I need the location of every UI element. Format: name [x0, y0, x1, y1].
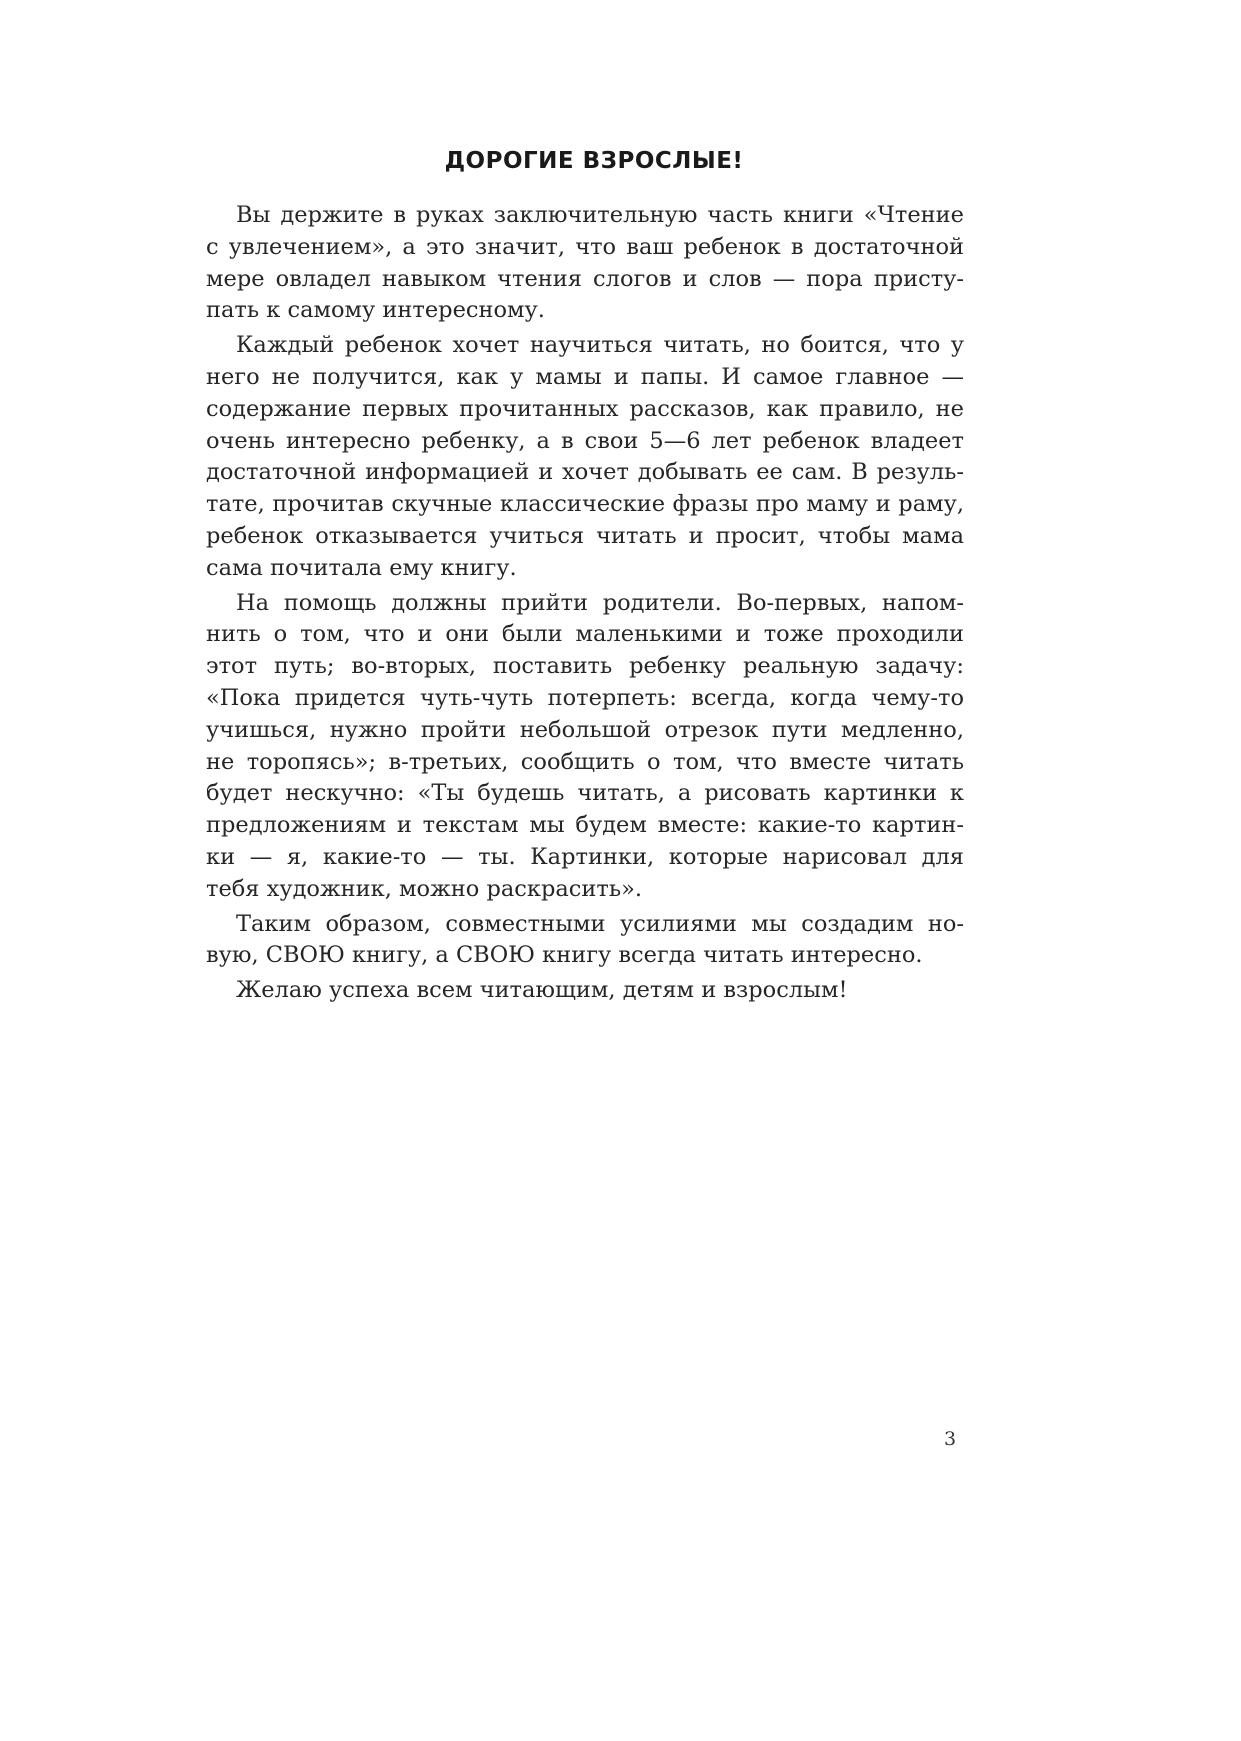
paragraph: [206, 975, 964, 1007]
text-line: очень интересно ребенку, а в свои 5—6 лет ребенок владеет: [206, 427, 964, 454]
text-line: Таким образом, совместными усилиями мы создадим но-: [236, 910, 964, 937]
text-line: будет нескучно: «Ты будешь читать, а рисовать картинки к: [206, 780, 964, 807]
text-line: На помощь должны прийти родители. Во-первых, напом-: [236, 589, 964, 616]
text-line: Каждый ребенок хочет научиться читать, но боится, что у: [236, 332, 964, 359]
text-line: тебя художник, можно раскрасить».: [206, 875, 642, 902]
text-line: предложениям и текстам мы будем вместе: какие-то картин-: [206, 812, 964, 839]
text-line: этот путь; во-вторых, поставить ребенку реальную задачу:: [206, 653, 964, 680]
text-line: «Пока придется чуть-чуть потерпеть: всегда, когда чему-то: [206, 684, 964, 711]
page-title: ДОРОГИЕ ВЗРОСЛЫЕ!: [444, 148, 744, 174]
paragraph: [206, 909, 964, 973]
paragraph: [206, 588, 964, 906]
text-line: ребенок отказывается учиться читать и просит, чтобы мама: [206, 522, 964, 549]
text-line: не торопясь»; в-третьих, сообщить о том, что вместе читать: [206, 748, 964, 775]
text-line: вую, СВОЮ книгу, а СВОЮ книгу всегда читать интересно.: [206, 942, 923, 969]
paragraph: [206, 330, 964, 584]
text-line: ки — я, какие-то — ты. Картинки, которые нарисовал для: [206, 843, 964, 870]
body-text: [206, 200, 964, 1010]
text-line: мере овладел навыком чтения слогов и слов — пора присту-: [206, 265, 964, 292]
text-line: пать к самому интересному.: [206, 297, 545, 324]
text-line: учишься, нужно пройти небольшой отрезок пути медленно,: [206, 716, 964, 743]
text-line: него не получится, как у мамы и папы. И самое главное —: [206, 363, 964, 390]
page-number: 3: [944, 1428, 957, 1450]
text-line: сама почитала ему книгу.: [206, 554, 517, 581]
text-line: нить о том, что и они были маленькими и тоже проходили: [206, 621, 964, 648]
paragraph: [206, 200, 964, 327]
text-line: с увлечением», а это значит, что ваш ребенок в достаточной: [206, 233, 964, 260]
text-line: Вы держите в руках заключительную часть книги «Чтение: [236, 202, 964, 228]
text-line: содержание первых прочитанных рассказов, как правило, не: [206, 395, 964, 422]
text-line: Желаю успеха всем читающим, детям и взрослым!: [236, 977, 848, 1004]
text-line: тате, прочитав скучные классические фразы про маму и раму,: [206, 491, 964, 518]
text-line: достаточной информацией и хочет добывать ее сам. В резуль-: [206, 459, 964, 486]
